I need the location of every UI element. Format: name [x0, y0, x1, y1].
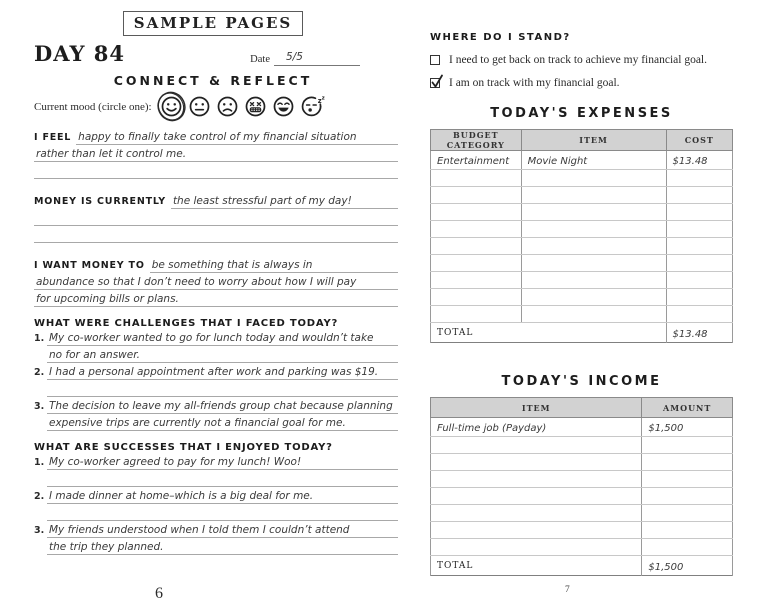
table-header-row — [431, 130, 733, 151]
writing-line — [34, 242, 398, 243]
table-header-row — [431, 398, 733, 418]
date-line — [274, 47, 360, 66]
page-title: CONNECT & REFLECT — [113, 73, 313, 88]
cell-cost: $13.48 — [666, 151, 732, 170]
item-number: 3. — [34, 401, 45, 412]
table-row — [431, 471, 733, 488]
income-table — [430, 397, 733, 576]
writing-line — [47, 330, 398, 346]
cell-item: Full-time job (Payday) — [431, 418, 642, 437]
writing-line — [47, 398, 398, 414]
expenses-title: TODAY'S EXPENSES — [490, 106, 673, 121]
table-row — [431, 187, 733, 204]
expenses-total-value: $13.48 — [666, 323, 732, 343]
table-row — [431, 454, 733, 471]
svg-text:z: z — [317, 96, 322, 105]
handwritten-answer: the least stressful part of my day! — [172, 195, 352, 207]
expenses-table — [430, 129, 733, 343]
writing-line — [76, 129, 398, 145]
checkbox-checked-icon — [430, 78, 440, 88]
column-header: ITEM — [431, 398, 642, 418]
mood-selector — [34, 95, 398, 118]
writing-line — [171, 193, 398, 209]
date-field — [250, 47, 360, 66]
table-row — [431, 255, 733, 272]
stand-option-off-track — [430, 54, 733, 66]
page-number-right: 7 — [565, 585, 570, 595]
where-do-i-stand-heading: WHERE DO I STAND? — [430, 32, 571, 43]
handwritten-answer: My co-worker wanted to go for lunch today and wouldn’t take — [49, 332, 374, 344]
handwritten-answer: the trip they planned. — [49, 541, 164, 553]
challenges-heading: WHAT WERE CHALLENGES THAT I FACED TODAY? — [34, 318, 339, 329]
writing-line — [34, 274, 398, 290]
successes-heading: WHAT ARE SUCCESSES THAT I ENJOYED TODAY? — [34, 442, 333, 453]
mood-sad-icon — [216, 95, 239, 118]
page-number-left: 6 — [155, 585, 163, 602]
mood-frustrated-icon — [244, 95, 267, 118]
writing-line — [47, 454, 398, 470]
checkbox-unchecked-icon — [430, 55, 440, 65]
column-header: ITEM — [521, 130, 666, 151]
prompt-label: I FEEL — [34, 132, 72, 143]
challenge-item — [34, 329, 398, 363]
table-row — [431, 238, 733, 255]
writing-line — [34, 146, 398, 162]
mood-options — [160, 95, 323, 118]
total-label: TOTAL — [431, 323, 667, 343]
handwritten-answer: My co-worker agreed to pay for my lunch! Woo! — [49, 456, 302, 468]
table-row — [431, 437, 733, 454]
item-number: 1. — [34, 333, 45, 344]
cell-amount: $1,500 — [642, 418, 733, 437]
writing-line — [47, 347, 398, 363]
writing-line — [47, 488, 398, 504]
day-header — [28, 41, 398, 66]
checkbox-label: I am on track with my financial goal. — [449, 77, 620, 89]
writing-line — [47, 396, 398, 397]
writing-line — [47, 520, 398, 521]
prompt-label: MONEY IS CURRENTLY — [34, 196, 166, 207]
left-page — [28, 0, 398, 555]
mood-neutral-icon — [188, 95, 211, 118]
mood-laughing-icon — [272, 95, 295, 118]
stand-option-on-track — [430, 77, 733, 89]
table-row — [431, 151, 733, 170]
writing-line — [47, 364, 398, 380]
table-row — [431, 272, 733, 289]
success-item — [34, 521, 398, 555]
handwritten-answer: expensive trips are currently not a financial goal for me. — [49, 417, 346, 429]
handwritten-answer: for upcoming bills or plans. — [36, 293, 179, 305]
table-row — [431, 289, 733, 306]
handwritten-answer: no for an answer. — [49, 349, 140, 361]
prompt-label: I WANT MONEY TO — [34, 260, 145, 271]
table-row — [431, 488, 733, 505]
mood-happy-icon — [160, 95, 183, 118]
mood-label: Current mood (circle one): — [34, 100, 152, 113]
writing-line — [150, 257, 398, 273]
prompt-i-feel — [34, 128, 398, 179]
writing-line — [47, 486, 398, 487]
income-total-row — [431, 556, 733, 576]
cell-budget-category: Entertainment — [431, 151, 522, 170]
writing-line — [47, 415, 398, 431]
item-number: 2. — [34, 491, 45, 502]
prompt-money-currently — [34, 192, 398, 243]
date-value: 5/5 — [286, 51, 303, 63]
challenge-item — [34, 397, 398, 431]
expenses-total-row — [431, 323, 733, 343]
table-row — [431, 418, 733, 437]
table-row — [431, 522, 733, 539]
date-label: Date — [250, 54, 270, 65]
table-row — [431, 306, 733, 323]
handwritten-answer: happy to finally take control of my financial situation — [78, 131, 357, 143]
right-page — [430, 0, 733, 576]
table-row — [431, 170, 733, 187]
cell-item: Movie Night — [521, 151, 666, 170]
item-number: 1. — [34, 457, 45, 468]
svg-text:z: z — [321, 95, 325, 102]
day-title: DAY 84 — [34, 41, 125, 66]
challenge-item — [34, 363, 398, 397]
writing-line — [34, 225, 398, 226]
handwritten-answer: I had a personal appointment after work and parking was $19. — [49, 366, 379, 378]
writing-line — [47, 539, 398, 555]
writing-line — [34, 291, 398, 307]
writing-line — [34, 178, 398, 179]
table-row — [431, 539, 733, 556]
success-item — [34, 487, 398, 521]
table-row — [431, 204, 733, 221]
table-row — [431, 505, 733, 522]
sample-pages-banner: SAMPLE PAGES — [123, 11, 303, 36]
column-header: BUDGET CATEGORY — [431, 130, 522, 151]
success-item — [34, 453, 398, 487]
item-number: 2. — [34, 367, 45, 378]
handwritten-answer: I made dinner at home–which is a big deal for me. — [49, 490, 314, 502]
handwritten-answer: The decision to leave my all-friends group chat because planning — [49, 400, 393, 412]
income-title: TODAY'S INCOME — [501, 374, 662, 389]
handwritten-answer: be something that is always in — [151, 259, 313, 271]
item-number: 3. — [34, 525, 45, 536]
income-total-value: $1,500 — [642, 556, 733, 576]
total-label: TOTAL — [431, 556, 642, 576]
checkbox-label: I need to get back on track to achieve my financial goal. — [449, 54, 708, 66]
column-header: AMOUNT — [642, 398, 733, 418]
writing-line — [47, 522, 398, 538]
table-row — [431, 221, 733, 238]
column-header: COST — [666, 130, 732, 151]
handwritten-answer: rather than let it control me. — [36, 148, 187, 160]
handwritten-answer: abundance so that I don’t need to worry about how I will pay — [36, 276, 357, 288]
handwritten-answer: My friends understood when I told them I couldn’t attend — [49, 524, 350, 536]
mood-sleepy-icon — [300, 95, 323, 118]
prompt-i-want-money-to — [34, 256, 398, 307]
